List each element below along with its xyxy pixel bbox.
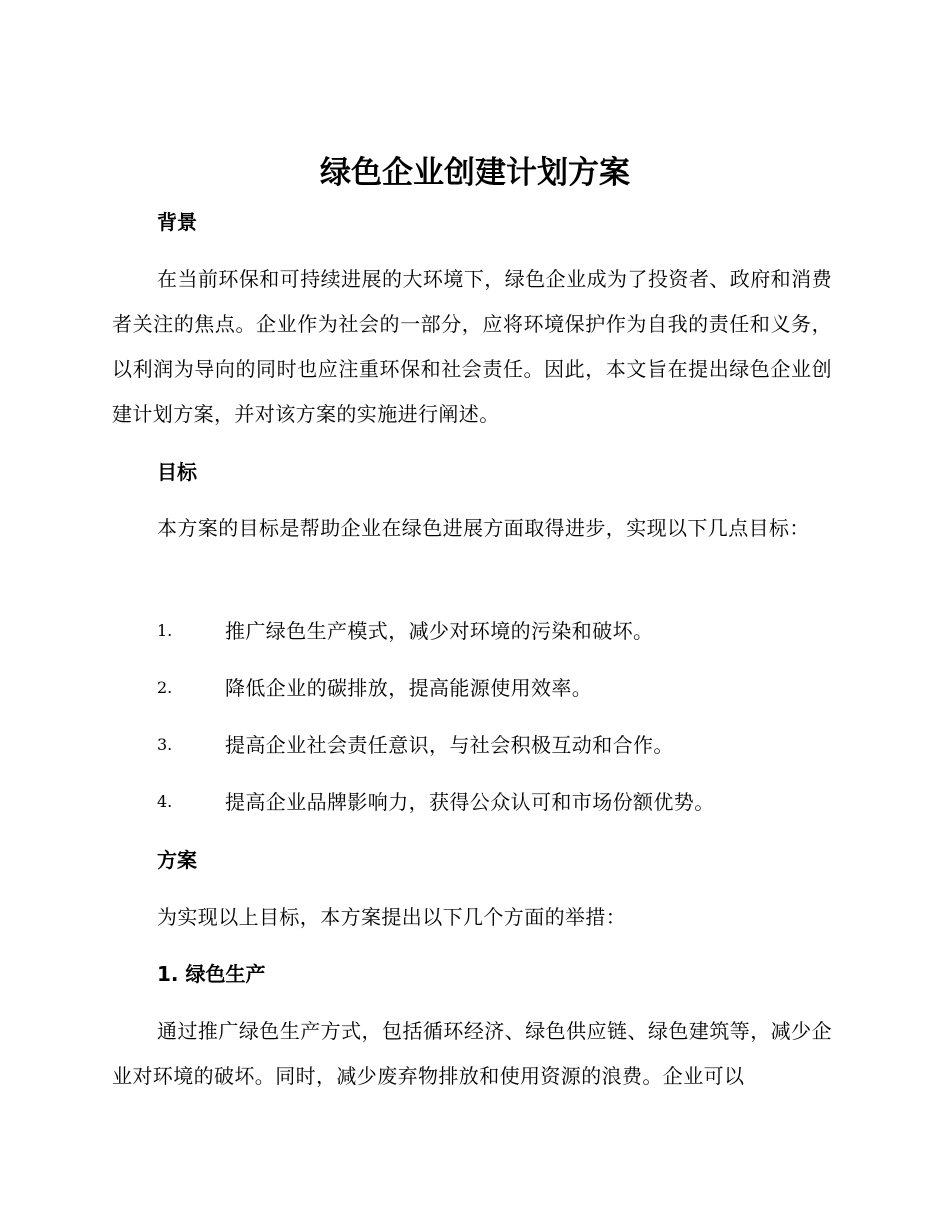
section-heading-goals: 目标 bbox=[157, 460, 197, 484]
background-paragraph: 在当前环保和可持续进展的大环境下，绿色企业成为了投资者、政府和消费者关注的焦点。企业作为社会的一部分，应将环境保护作为自我的责任和义务，以利润为导向的同时也应注重环保和社会责任。因此，本文旨在提出绿色企业创建计划方案，并对该方案的实施进行阐述。 bbox=[112, 267, 832, 426]
list-text: 提高企业社会责任意识，与社会积极互动和合作。 bbox=[225, 733, 674, 757]
list-text: 推广绿色生产模式，减少对环境的污染和破坏。 bbox=[225, 619, 654, 643]
goals-paragraph: 本方案的目标是帮助企业在绿色进展方面取得进步，实现以下几点目标： bbox=[157, 516, 810, 540]
subsection-heading-green-production: 1. 绿色生产 bbox=[157, 962, 266, 986]
list-number: 4. bbox=[157, 792, 173, 811]
list-number: 2. bbox=[157, 678, 173, 697]
goal-list-item bbox=[157, 617, 847, 645]
green-production-paragraph: 通过推广绿色生产方式，包括循环经济、绿色供应链、绿色建筑等，减少企业对环境的破坏。同时，减少废弃物排放和使用资源的浪费。企业可以 bbox=[112, 1019, 832, 1088]
list-text: 降低企业的碳排放，提高能源使用效率。 bbox=[225, 676, 593, 700]
list-number: 1. bbox=[157, 621, 173, 640]
section-heading-background: 背景 bbox=[157, 210, 197, 234]
document-title: 绿色企业创建计划方案 bbox=[320, 155, 630, 191]
section-heading-plan: 方案 bbox=[157, 848, 197, 872]
list-number: 3. bbox=[157, 735, 173, 754]
plan-intro: 为实现以上目标，本方案提出以下几个方面的举措： bbox=[157, 905, 627, 929]
goal-list-item bbox=[157, 788, 847, 816]
goal-list-item bbox=[157, 674, 847, 702]
list-text: 提高企业品牌影响力，获得公众认可和市场份额优势。 bbox=[225, 790, 715, 814]
goal-list-item bbox=[157, 731, 847, 759]
